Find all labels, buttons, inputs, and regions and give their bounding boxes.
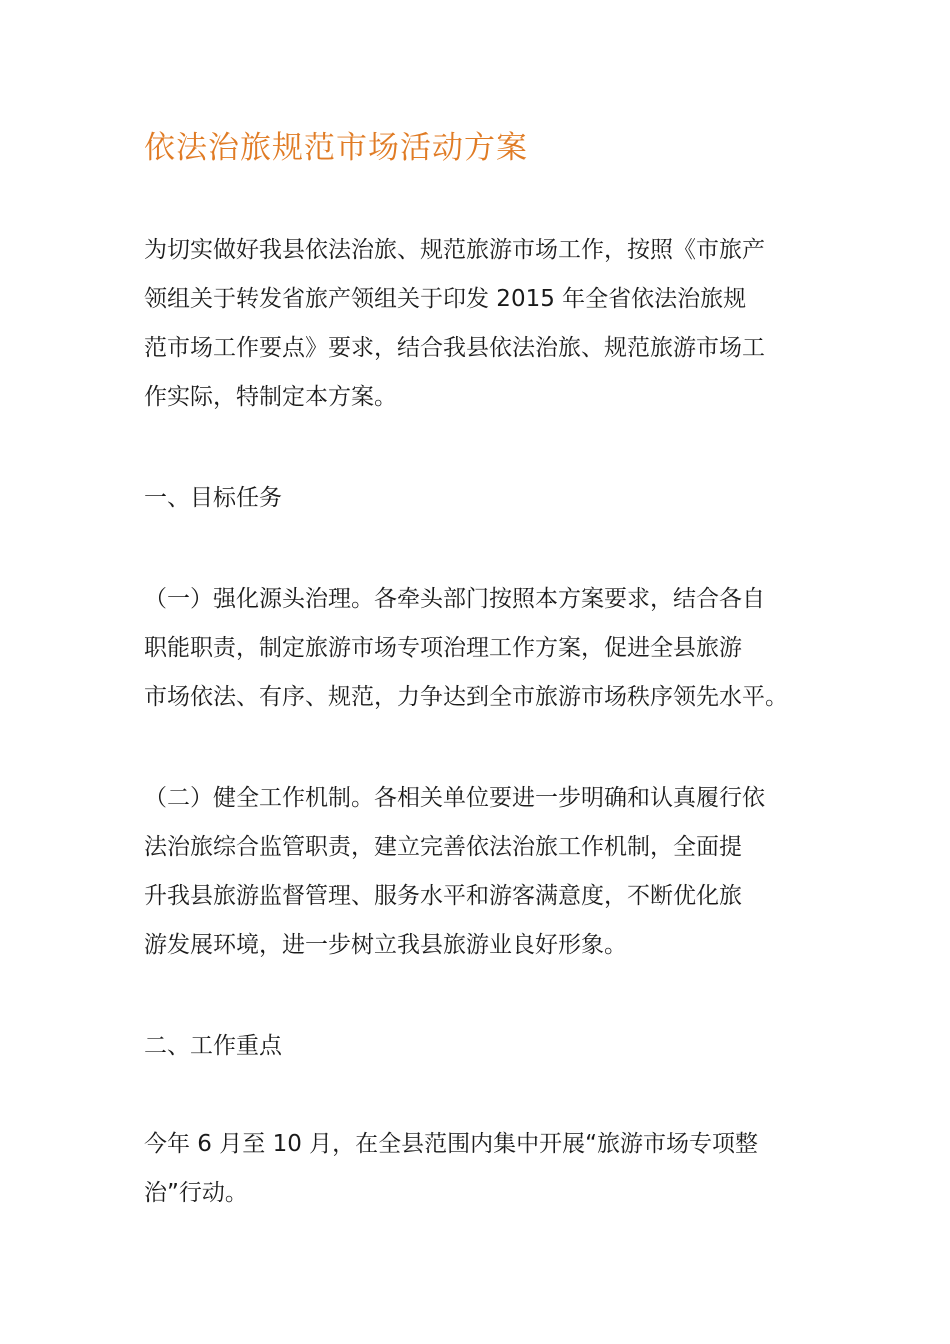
paragraph-line: 范市场工作要点》要求，结合我县依法治旅、规范旅游市场工: [144, 335, 765, 361]
paragraph-line: 领组关于转发省旅产领组关于印发 2015 年全省依法治旅规: [144, 286, 747, 312]
paragraph-line: 作实际，特制定本方案。: [144, 384, 397, 410]
paragraph-line: 升我县旅游监督管理、服务水平和游客满意度，不断优化旅: [144, 883, 742, 909]
section-heading-text: 二、工作重点: [144, 1033, 282, 1059]
paragraph-line: 为切实做好我县依法治旅、规范旅游市场工作，按照《市旅产: [144, 237, 765, 263]
paragraph-line: 今年 6 月至 10 月，在全县范围内集中开展“旅游市场专项整: [144, 1131, 759, 1157]
paragraph-line: （二）健全工作机制。各相关单位要进一步明确和认真履行依: [144, 785, 765, 811]
focus-paragraph: [144, 1120, 816, 1218]
goal-item-2-paragraph: [144, 774, 816, 970]
section-heading-text: 一、目标任务: [144, 485, 282, 511]
paragraph-line: （一）强化源头治理。各牵头部门按照本方案要求，结合各自: [144, 586, 765, 612]
paragraph-line: 市场依法、有序、规范，力争达到全市旅游市场秩序领先水平。: [144, 684, 788, 710]
intro-paragraph: [144, 226, 816, 422]
paragraph-line: 治”行动。: [144, 1180, 248, 1206]
document-title: 依法治旅规范市场活动方案: [144, 130, 528, 166]
paragraph-line: 法治旅综合监管职责，建立完善依法治旅工作机制，全面提: [144, 834, 742, 860]
goal-item-1-paragraph: [144, 575, 816, 722]
section-heading-goals: [144, 474, 816, 523]
paragraph-line: 游发展环境，进一步树立我县旅游业良好形象。: [144, 932, 627, 958]
paragraph-line: 职能职责，制定旅游市场专项治理工作方案，促进全县旅游: [144, 635, 742, 661]
section-heading-focus: [144, 1022, 816, 1071]
